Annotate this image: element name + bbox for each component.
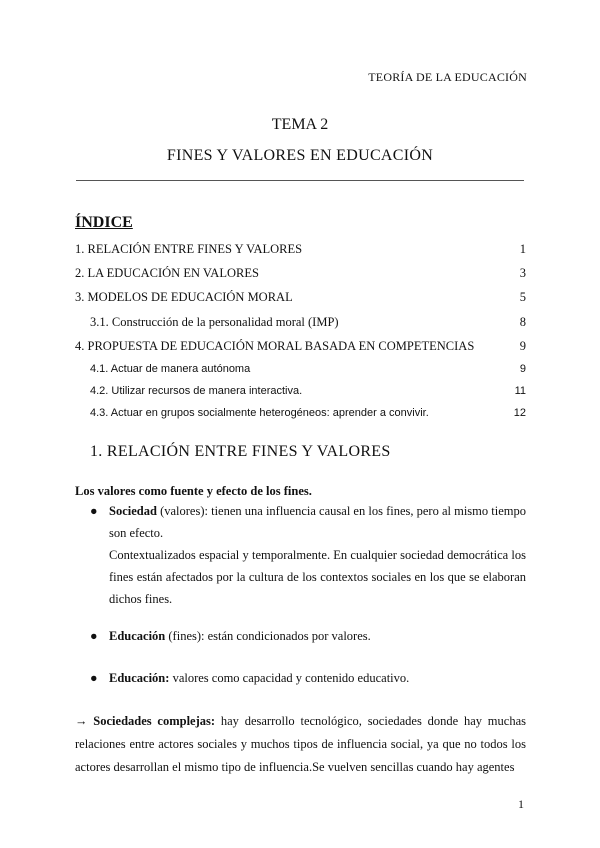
bullet-text: (valores): tienen una influencia causal en los fines, pero al mismo tiempo son efecto. [109, 504, 526, 540]
toc-entry-page: 12 [513, 407, 526, 419]
toc-entry[interactable] [75, 290, 526, 305]
toc-entry-page: 9 [519, 363, 526, 375]
arrow-icon: → [75, 714, 88, 728]
toc-entry-label: 3. MODELOS DE EDUCACIÓN MORAL [75, 290, 293, 304]
toc-entry-page: 3 [519, 266, 526, 280]
toc-entry-page: 9 [519, 339, 526, 353]
section-heading: 1. RELACIÓN ENTRE FINES Y VALORES [90, 443, 391, 460]
toc-entry-label: 2. LA EDUCACIÓN EN VALORES [75, 266, 259, 280]
toc-entry[interactable] [90, 363, 526, 375]
toc-entry-label: 3.1. Construcción de la personalidad moral (IMP) [90, 315, 339, 329]
toc-entry-page: 5 [519, 290, 526, 304]
title-divider [76, 180, 524, 181]
toc-entry-label: 4. PROPUESTA DE EDUCACIÓN MORAL BASADA EN COMPETENCIAS [75, 339, 475, 353]
bullet-term: Educación: [109, 671, 170, 685]
toc-entry[interactable] [90, 407, 526, 419]
bullet-text: valores como capacidad y contenido educativo. [169, 671, 410, 685]
topic-number: TEMA 2 [271, 116, 329, 133]
bullet-dot-icon: ● [90, 629, 98, 643]
toc-entry-label: 4.2. Utilizar recursos de manera interactiva. [90, 385, 303, 397]
toc-entry[interactable] [75, 242, 526, 257]
toc-entry[interactable] [90, 385, 526, 397]
paragraph-term: Sociedades complejas: [93, 714, 216, 728]
bullet-extra: Contextualizados espacial y temporalmente. En cualquier sociedad democrática los fines están afectados por la cultura de los contextos sociales en los que se elaboran dichos fines. [109, 548, 526, 606]
bullet-item [90, 500, 526, 610]
topic-title: FINES Y VALORES EN EDUCACIÓN [166, 147, 434, 164]
page-number: 1 [518, 797, 524, 811]
section-intro: Los valores como fuente y efecto de los fines. [75, 484, 312, 498]
bullet-item [90, 625, 526, 647]
toc-entry[interactable] [90, 315, 526, 330]
toc-entry-page: 11 [514, 385, 526, 397]
toc-entry[interactable] [75, 339, 526, 354]
index-heading: ÍNDICE [75, 214, 133, 231]
toc-entry-page: 1 [519, 242, 526, 256]
toc-entry-label: 1. RELACIÓN ENTRE FINES Y VALORES [75, 242, 303, 256]
body-paragraph [75, 710, 526, 779]
toc-entry-label: 4.3. Actuar en grupos socialmente heterogéneos: aprender a convivir. [90, 407, 429, 419]
toc-entry-label: 4.1. Actuar de manera autónoma [90, 363, 251, 375]
bullet-term: Educación [109, 629, 166, 643]
bullet-dot-icon: ● [90, 504, 98, 518]
course-header: TEORÍA DE LA EDUCACIÓN [368, 70, 527, 84]
toc-entry-page: 8 [519, 315, 526, 329]
bullet-dot-icon: ● [90, 671, 98, 685]
toc-entry[interactable] [75, 266, 526, 281]
paragraph-text: hay desarrollo tecnológico, sociedades donde hay muchas relaciones entre actores sociales y muchos tipos de influencia social, ya que no todos los actores desarrollan el mismo tipo de influencia.Se vuelven sencillas cuando hay agentes [75, 714, 526, 774]
bullet-term: Sociedad [109, 504, 157, 518]
bullet-item [90, 667, 526, 689]
bullet-text: (fines): están condicionados por valores. [165, 629, 371, 643]
